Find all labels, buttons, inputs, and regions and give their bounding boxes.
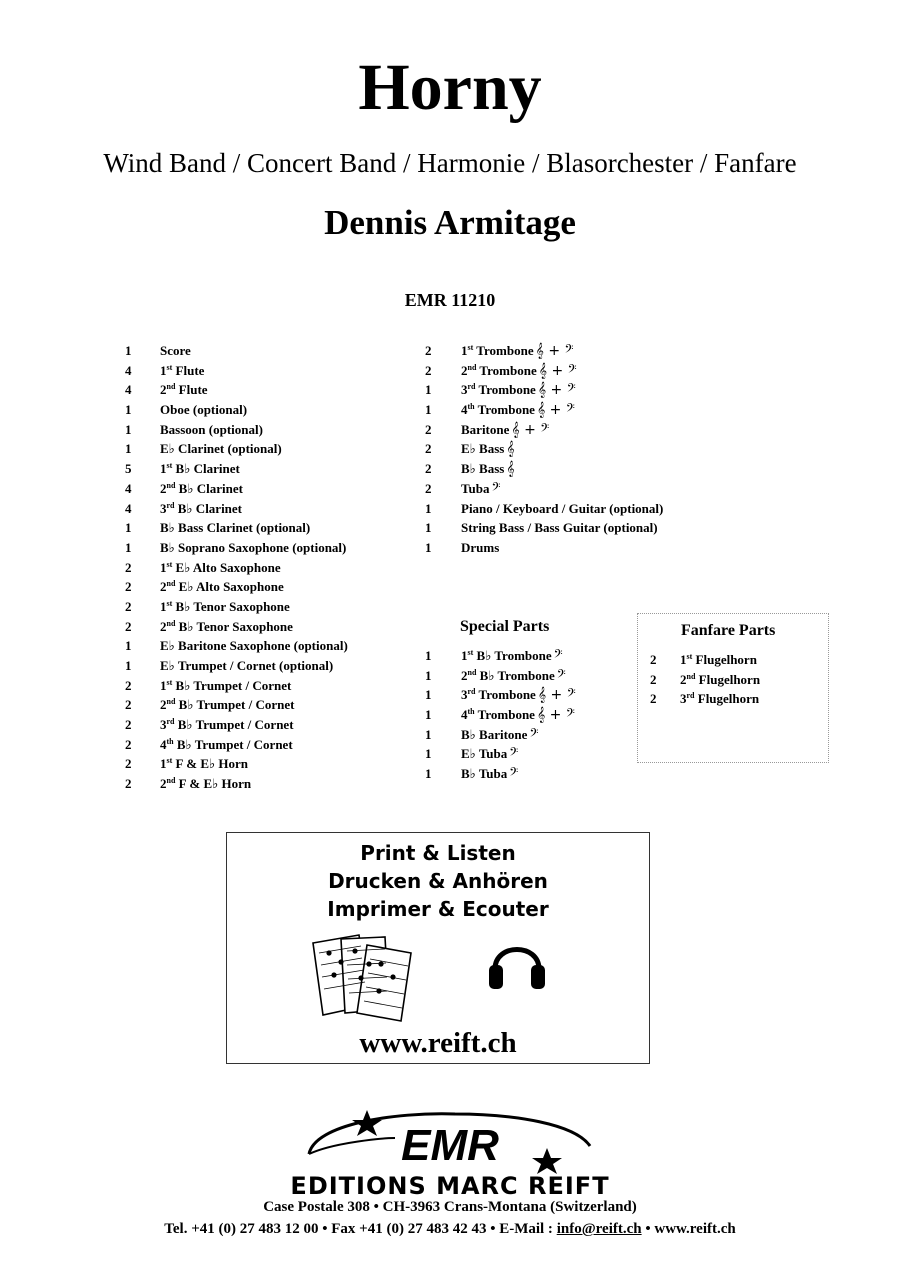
- ensemble-subtitle: Wind Band / Concert Band / Harmonie / Blasorchester / Fanfare: [103, 148, 797, 178]
- part-ordinal-suffix: nd: [467, 667, 477, 677]
- part-ordinal: 1: [160, 559, 167, 575]
- part-label: B♭ Trumpet / Cornet: [176, 736, 293, 752]
- part-label: B♭ Clarinet: [178, 480, 243, 496]
- part-name: [461, 744, 518, 765]
- part-name: [680, 650, 757, 670]
- part-quantity: 2: [125, 618, 132, 634]
- part-ordinal: 1: [160, 677, 167, 693]
- part-quantity: 2: [125, 717, 132, 733]
- part-label: Flute: [178, 382, 208, 398]
- part-ordinal-suffix: rd: [467, 382, 476, 392]
- part-ordinal: 2: [160, 480, 167, 496]
- part-quantity: 1: [125, 658, 132, 673]
- part-label: B♭ Clarinet: [175, 461, 240, 477]
- part-quantity: 2: [650, 652, 657, 667]
- part-label: Bassoon (optional): [160, 421, 263, 437]
- part-quantity: 1: [425, 402, 432, 418]
- part-label: Trombone: [478, 687, 536, 703]
- part-label: Score: [160, 343, 191, 358]
- part-label: Trombone: [479, 362, 537, 378]
- clef-icon: 𝄢: [491, 480, 501, 497]
- part-label: B♭ Bass: [461, 461, 505, 477]
- part-label: Baritone: [461, 421, 510, 437]
- part-name: [461, 459, 515, 480]
- clef-icon: 𝄞 + 𝄢: [536, 707, 575, 724]
- part-label: E♭ Clarinet (optional): [160, 441, 282, 457]
- part-name: [461, 341, 574, 362]
- part-name: [461, 705, 575, 726]
- part-ordinal-suffix: st: [166, 362, 173, 372]
- part-label: Oboe (optional): [160, 402, 248, 418]
- fanfare-parts-heading: Fanfare Parts: [681, 622, 776, 639]
- part-label: B♭ Bass Clarinet (optional): [160, 520, 311, 536]
- emr-logo-mark: EMR: [401, 1121, 499, 1170]
- part-ordinal-suffix: nd: [467, 362, 477, 372]
- part-ordinal: 2: [160, 697, 167, 713]
- sheet-music-icon: [307, 931, 419, 1025]
- part-ordinal: 4: [461, 402, 468, 418]
- contact-website: • www.reift.ch: [641, 1221, 736, 1237]
- part-ordinal: 2: [160, 382, 167, 398]
- headphones-icon: [485, 929, 549, 993]
- publisher-name: EDITIONS MARC REIFT: [290, 1172, 610, 1198]
- part-ordinal-suffix: th: [467, 707, 475, 717]
- part-name: [461, 380, 576, 401]
- part-label: B♭ Tenor Saxophone: [178, 618, 293, 634]
- part-quantity: 1: [425, 539, 432, 555]
- part-name: [461, 725, 538, 746]
- part-ordinal: 1: [160, 598, 167, 614]
- part-ordinal-suffix: rd: [686, 691, 695, 701]
- clef-icon: 𝄞 + 𝄢: [535, 343, 574, 359]
- part-label: B♭ Trumpet / Cornet: [178, 697, 295, 713]
- part-label: B♭ Trumpet / Cornet: [175, 677, 292, 693]
- part-name: [160, 735, 293, 755]
- part-quantity: 1: [425, 687, 432, 703]
- part-ordinal-suffix: st: [166, 461, 173, 471]
- part-name: [160, 499, 242, 519]
- part-ordinal: 3: [461, 382, 468, 398]
- part-label: E♭ Alto Saxophone: [175, 559, 281, 575]
- part-ordinal-suffix: st: [686, 652, 693, 661]
- part-ordinal-suffix: rd: [166, 500, 175, 510]
- part-label: Flute: [175, 362, 205, 378]
- part-quantity: 2: [425, 362, 432, 378]
- part-quantity: 4: [125, 382, 132, 398]
- part-ordinal: 3: [160, 500, 167, 516]
- part-quantity: 1: [425, 746, 432, 762]
- part-label: E♭ Bass: [461, 441, 505, 457]
- part-ordinal-suffix: st: [166, 677, 173, 687]
- composer-name: Dennis Armitage: [324, 203, 576, 242]
- part-ordinal: 2: [461, 667, 468, 683]
- part-label: B♭ Tenor Saxophone: [175, 598, 290, 614]
- part-name: [461, 479, 500, 500]
- part-ordinal: 1: [461, 343, 468, 358]
- part-quantity: 1: [425, 766, 432, 782]
- part-name: [461, 666, 566, 687]
- part-ordinal-suffix: nd: [166, 382, 176, 392]
- clef-icon: 𝄞 + 𝄢: [537, 687, 576, 704]
- part-ordinal: 4: [461, 707, 468, 723]
- publisher-address: Case Postale 308 • CH-3963 Crans-Montana (Switzerland): [263, 1199, 637, 1215]
- part-label: B♭ Trombone: [476, 648, 552, 663]
- part-name: [160, 715, 294, 735]
- clef-icon: 𝄞 + 𝄢: [511, 421, 550, 438]
- part-name: [461, 361, 577, 382]
- part-label: Tuba: [461, 480, 490, 496]
- part-quantity: 1: [125, 402, 132, 418]
- part-name: [160, 518, 310, 538]
- part-quantity: 2: [650, 691, 657, 707]
- part-name: [160, 774, 251, 794]
- part-name: [461, 685, 576, 706]
- clef-icon: 𝄢: [509, 746, 519, 763]
- part-quantity: 2: [425, 461, 432, 477]
- part-ordinal-suffix: st: [166, 559, 173, 569]
- clef-icon: 𝄞: [506, 441, 515, 458]
- part-label: B♭ Soprano Saxophone (optional): [160, 539, 347, 555]
- part-name: [160, 676, 291, 696]
- catalog-number: EMR 11210: [404, 290, 496, 310]
- part-quantity: 2: [125, 697, 132, 713]
- part-name: [160, 380, 208, 400]
- part-name: [461, 518, 658, 538]
- clef-icon: 𝄞 + 𝄢: [536, 402, 575, 419]
- part-quantity: 1: [425, 726, 432, 742]
- part-ordinal-suffix: th: [467, 402, 475, 412]
- promo-line-english: Print & Listen: [360, 841, 516, 865]
- part-ordinal: 1: [160, 461, 167, 477]
- part-quantity: 1: [125, 539, 132, 555]
- part-quantity: 1: [125, 421, 132, 437]
- part-label: Piano / Keyboard / Guitar (optional): [461, 500, 664, 516]
- part-name: [461, 439, 515, 460]
- part-quantity: 2: [125, 677, 132, 693]
- part-label: F & E♭ Horn: [178, 776, 252, 792]
- part-label: B♭ Tuba: [461, 766, 508, 782]
- part-label: Trombone: [477, 707, 535, 723]
- part-quantity: 4: [125, 500, 132, 516]
- part-label: F & E♭ Horn: [175, 756, 248, 772]
- part-name: [461, 538, 499, 558]
- part-quantity: 2: [425, 441, 432, 457]
- part-name: [160, 577, 284, 597]
- part-name: [461, 400, 575, 421]
- part-name: [160, 420, 263, 440]
- part-label: B♭ Trumpet / Cornet: [177, 717, 294, 733]
- part-ordinal: 1: [461, 648, 468, 663]
- part-name: [160, 656, 333, 676]
- part-name: [160, 400, 247, 420]
- part-name: [160, 439, 282, 459]
- part-quantity: 2: [125, 579, 132, 595]
- part-label: B♭ Trombone: [479, 667, 555, 683]
- part-quantity: 2: [425, 343, 432, 358]
- part-quantity: 4: [125, 480, 132, 496]
- part-ordinal: 2: [680, 671, 687, 687]
- part-name: [461, 646, 563, 667]
- clef-icon: 𝄢: [509, 766, 519, 783]
- part-quantity: 4: [125, 362, 132, 378]
- part-quantity: 1: [125, 520, 132, 536]
- promo-line-german: Drucken & Anhören: [328, 869, 548, 893]
- part-name: [160, 459, 240, 479]
- part-quantity: 1: [125, 441, 132, 457]
- website-link[interactable]: www.reift.ch: [359, 1027, 517, 1059]
- part-name: [160, 754, 248, 774]
- part-quantity: 1: [125, 343, 132, 358]
- print-listen-box: [226, 832, 650, 1064]
- part-ordinal-suffix: nd: [166, 776, 176, 786]
- part-label: Flugelhorn: [698, 671, 761, 687]
- clef-icon: 𝄢: [556, 667, 566, 684]
- part-ordinal: 2: [461, 362, 468, 378]
- part-name: [680, 689, 759, 709]
- part-label: B♭ Clarinet: [177, 500, 243, 516]
- part-label: Flugelhorn: [695, 652, 757, 667]
- part-label: E♭ Trumpet / Cornet (optional): [160, 658, 334, 673]
- part-ordinal-suffix: nd: [166, 618, 176, 628]
- page-title: Horny: [358, 51, 542, 124]
- part-ordinal: 2: [160, 618, 167, 634]
- part-name: [160, 361, 204, 381]
- part-ordinal-suffix: st: [467, 648, 474, 657]
- part-quantity: 2: [125, 776, 132, 792]
- part-label: E♭ Baritone Saxophone (optional): [160, 638, 348, 654]
- contact-phone-fax: Tel. +41 (0) 27 483 12 00 • Fax +41 (0) 27 483 42 43 • E-Mail :: [164, 1221, 557, 1237]
- clef-icon: 𝄞 + 𝄢: [537, 382, 576, 399]
- part-quantity: 5: [125, 461, 132, 477]
- part-quantity: 2: [650, 671, 657, 687]
- part-ordinal-suffix: rd: [166, 717, 175, 727]
- promo-line-french: Imprimer & Ecouter: [327, 897, 549, 921]
- part-quantity: 1: [425, 667, 432, 683]
- part-quantity: 2: [425, 480, 432, 496]
- clef-icon: 𝄢: [529, 726, 539, 743]
- part-name: [160, 695, 294, 715]
- part-name: [680, 670, 760, 690]
- part-label: Drums: [461, 539, 500, 555]
- part-quantity: 2: [125, 598, 132, 614]
- publisher-contact: [0, 1219, 900, 1239]
- part-name: [160, 597, 290, 617]
- part-ordinal: 2: [160, 776, 167, 792]
- part-ordinal-suffix: st: [166, 756, 173, 766]
- part-ordinal-suffix: rd: [467, 687, 476, 697]
- part-ordinal-suffix: nd: [686, 671, 696, 681]
- part-ordinal: 3: [160, 717, 167, 733]
- part-quantity: 1: [425, 520, 432, 536]
- part-name: [461, 499, 663, 519]
- part-label: E♭ Alto Saxophone: [178, 579, 284, 595]
- part-name: [160, 636, 348, 656]
- part-ordinal-suffix: nd: [166, 480, 176, 490]
- part-name: [461, 764, 518, 785]
- part-ordinal-suffix: st: [467, 343, 474, 352]
- part-quantity: 1: [425, 382, 432, 398]
- part-ordinal: 1: [160, 756, 167, 772]
- part-ordinal-suffix: nd: [166, 579, 176, 589]
- part-label: Trombone: [477, 402, 535, 418]
- part-quantity: 1: [425, 707, 432, 723]
- special-parts-heading: Special Parts: [460, 618, 550, 635]
- part-label: E♭ Tuba: [461, 746, 508, 762]
- part-label: B♭ Baritone: [461, 726, 528, 742]
- part-quantity: 2: [125, 559, 132, 575]
- email-link[interactable]: info@reift.ch: [556, 1221, 642, 1237]
- part-ordinal: 3: [680, 691, 687, 707]
- part-ordinal-suffix: nd: [166, 697, 176, 707]
- part-ordinal-suffix: th: [166, 736, 174, 746]
- clef-icon: 𝄞: [506, 461, 515, 478]
- clef-icon: 𝄞 + 𝄢: [538, 362, 577, 379]
- part-ordinal: 2: [160, 579, 167, 595]
- part-label: Trombone: [476, 343, 534, 358]
- part-name: [160, 479, 243, 499]
- clef-icon: 𝄢: [553, 648, 563, 664]
- part-label: String Bass / Bass Guitar (optional): [461, 520, 658, 536]
- part-quantity: 1: [125, 638, 132, 654]
- part-label: Flugelhorn: [697, 691, 760, 707]
- part-quantity: 1: [425, 500, 432, 516]
- part-name: [160, 341, 191, 361]
- part-label: Trombone: [478, 382, 536, 398]
- part-ordinal: 1: [680, 652, 687, 667]
- part-name: [461, 420, 549, 441]
- part-name: [160, 617, 293, 637]
- part-quantity: 2: [425, 421, 432, 437]
- part-name: [160, 538, 346, 558]
- part-ordinal-suffix: st: [166, 598, 173, 608]
- part-quantity: 1: [425, 648, 432, 663]
- emr-logo: [245, 1102, 655, 1198]
- part-quantity: 2: [125, 756, 132, 772]
- part-quantity: 2: [125, 736, 132, 752]
- part-ordinal: 1: [160, 362, 167, 378]
- part-ordinal: 3: [461, 687, 468, 703]
- part-ordinal: 4: [160, 736, 167, 752]
- part-name: [160, 558, 281, 578]
